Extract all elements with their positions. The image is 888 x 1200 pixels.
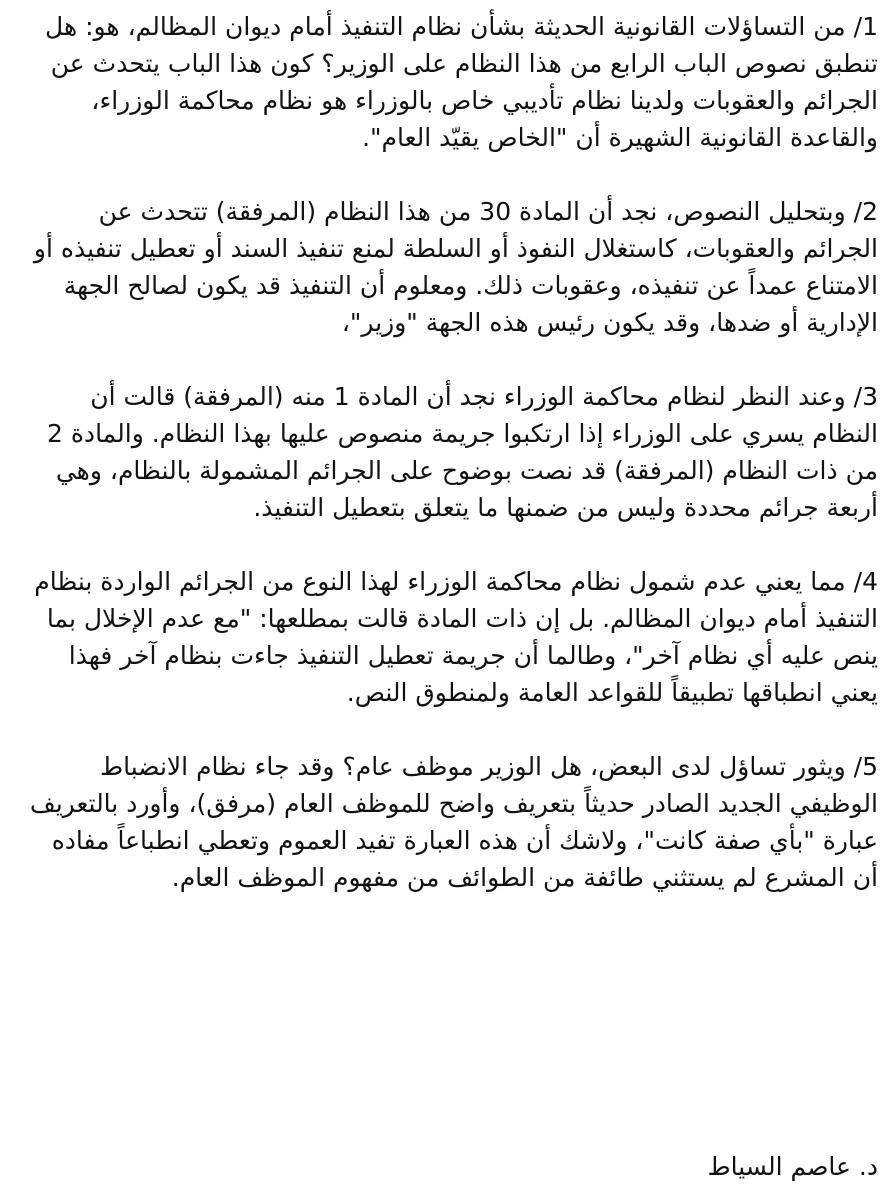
paragraph-number: 3/	[853, 382, 878, 411]
paragraph-text: مما يعني عدم شمول نظام محاكمة الوزراء لهذا النوع من الجرائم الواردة بنظام التنفيذ أمام ديوان المظالم. بل إن ذات المادة قالت بمطلعها: "مع عدم الإخلال بما ينص عليه أي نظام آخر"، وطالما أن جريمة تعطيل التنفيذ جاءت بنظام آخر فهذا يعني انطباقها تطبيقاً للقواعد العامة ولمنطوق النص.	[34, 567, 878, 707]
paragraph-number: 1/	[853, 12, 878, 41]
paragraph-number: 2/	[853, 197, 878, 226]
paragraph-text: وعند النظر لنظام محاكمة الوزراء نجد أن المادة 1 منه (المرفقة) قالت أن النظام يسري على الوزراء إذا ارتكبوا جريمة منصوص عليها بهذا النظام. والمادة 2 من ذات النظام (المرفقة) قد نصت بوضوح على الجرائم المشمولة بالنظام، وهي أربعة جرائم محددة وليس من ضمنها ما يتعلق بتعطيل التنفيذ.	[46, 382, 878, 522]
paragraph-text: وبتحليل النصوص، نجد أن المادة 30 من هذا النظام (المرفقة) تتحدث عن الجرائم والعقوبات، كاستغلال النفوذ أو السلطة لمنع تنفيذ السند أو تعطيل تنفيذه أو الامتناع عمداً عن تنفيذه، وعقوبات ذلك. ومعلوم أن التنفيذ قد يكون لصالح الجهة الإدارية أو ضدها، وقد يكون رئيس هذه الجهة "وزير"،	[33, 197, 878, 337]
paragraph-3	[26, 378, 878, 526]
paragraph-2	[26, 193, 878, 341]
paragraph-4	[26, 563, 878, 711]
paragraph-text: ويثور تساؤل لدى البعض، هل الوزير موظف عام؟ وقد جاء نظام الانضباط الوظيفي الجديد الصادر حديثاً بتعريف واضح للموظف العام (مرفق)، وأورد بالتعريف عبارة "بأي صفة كانت"، ولاشك أن هذه العبارة تفيد العموم وتعطي انطباعاً مفاده أن المشرع لم يستثني طائفة من الطوائف من مفهوم الموظف العام.	[29, 752, 878, 892]
paragraph-1	[26, 8, 878, 156]
document-body	[26, 8, 878, 933]
paragraph-number: 4/	[853, 567, 878, 596]
paragraph-5	[26, 748, 878, 896]
paragraph-text: من التساؤلات القانونية الحديثة بشأن نظام التنفيذ أمام ديوان المظالم، هو: هل تنطبق نصوص الباب الرابع من هذا النظام على الوزير؟ كون هذا الباب يتحدث عن الجرائم والعقوبات ولدينا نظام تأديبي خاص بالوزراء هو نظام محاكمة الوزراء، والقاعدة القانونية الشهيرة أن "الخاص يقيّد العام".	[45, 12, 878, 152]
author-signature: د. عاصم السياط	[707, 1152, 878, 1181]
paragraph-number: 5/	[853, 752, 878, 781]
